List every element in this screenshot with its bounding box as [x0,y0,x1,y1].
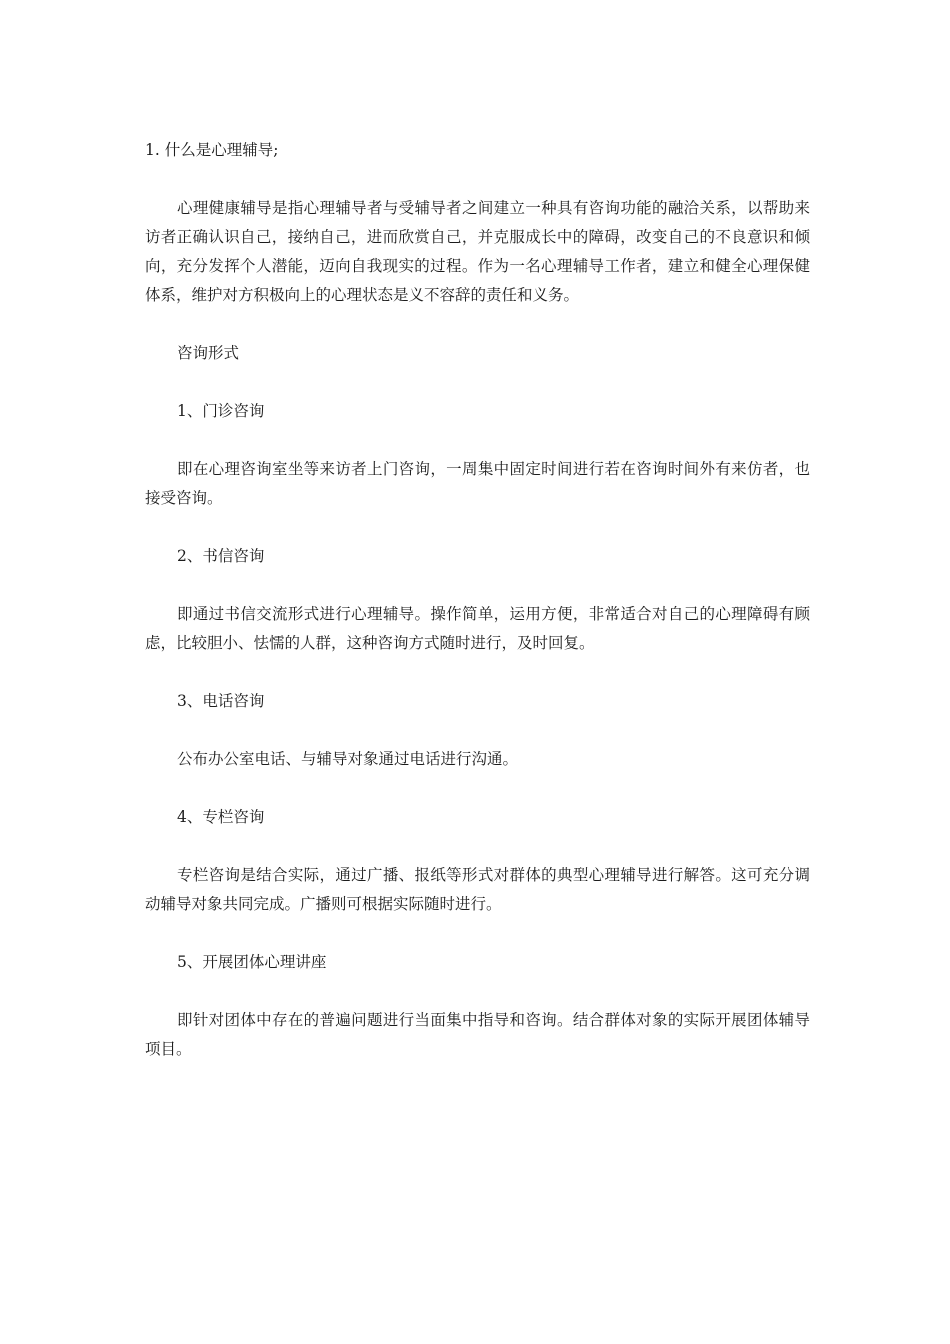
document-title: 1. 什么是心理辅导; [145,141,279,159]
section-heading: 1、门诊咨询 [177,402,265,420]
section-paragraph: 专栏咨询是结合实际，通过广播、报纸等形式对群体的典型心理辅导进行解答。这可充分调动辅导对象共同完成。广播则可根据实际随时进行。 [145,866,810,913]
section-heading: 4、专栏咨询 [177,808,265,826]
section-paragraph: 即针对团体中存在的普遍问题进行当面集中指导和咨询。结合群体对象的实际开展团体辅导项目。 [145,1011,810,1058]
section-heading: 2、书信咨询 [177,547,265,565]
section-heading: 5、开展团体心理讲座 [177,953,327,971]
section-paragraph: 即通过书信交流形式进行心理辅导。操作简单，运用方便，非常适合对自己的心理障碍有顾虑，比较胆小、怯懦的人群，这种咨询方式随时进行，及时回复。 [145,605,810,652]
section-paragraph: 公布办公室电话、与辅导对象通过电话进行沟通。 [177,750,519,768]
intro-paragraph: 心理健康辅导是指心理辅导者与受辅导者之间建立一种具有咨询功能的融洽关系，以帮助来访者正确认识自己，接纳自己，进而欣赏自己，并克服成长中的障碍，改变自己的不良意识和倾向，充分发挥个人潜能，迈向自我现实的过程。作为一名心理辅导工作者，建立和健全心理保健体系，维护对方积极向上的心理状态是义不容辞的责任和义务。 [145,199,810,304]
forms-heading: 咨询形式 [177,344,240,362]
document-body [145,136,810,1093]
section-paragraph: 即在心理咨询室坐等来访者上门咨询，一周集中固定时间进行若在咨询时间外有来仿者，也接受咨询。 [145,460,810,507]
section-heading: 3、电话咨询 [177,692,265,710]
